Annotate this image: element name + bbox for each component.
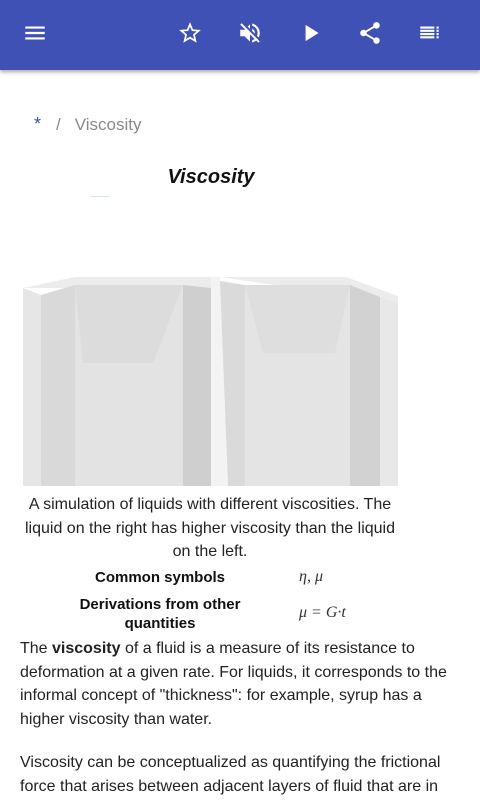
infobox-value: η, μ [299,568,323,585]
breadcrumb-separator: / [56,115,61,134]
breadcrumb-current: Viscosity [74,115,142,134]
page-title: Viscosity [167,166,255,188]
play-button[interactable] [287,11,335,59]
hamburger-menu-icon [22,20,48,51]
breadcrumb-root-link[interactable]: * [34,114,42,134]
figure-caption: A simulation of liquids with different viscosities. The liquid on the right has higher viscosity than the liquid on the left. [25,496,395,560]
app-bar [0,0,480,70]
table-of-contents-icon [417,20,443,51]
mute-button[interactable] [226,11,274,59]
menu-button[interactable] [11,11,59,59]
share-icon [357,20,383,51]
volume-off-icon [237,20,263,51]
article-paragraph-2: Viscosity can be conceptualized as quantifying the frictional force that arises between adjacent layers of fluid that are in [20,754,441,795]
favorite-button[interactable] [166,11,214,59]
infobox-label: Common symbols [94,569,226,586]
term-viscosity: viscosity [52,640,121,657]
paragraph-text: The [20,640,53,657]
paragraph-text: of a fluid is a measure of its resistance to deformation at a given rate. For liquids, it corresponds to the informal concept of "thickness": for example, syrup has a higher viscosity than water. [20,640,447,728]
play-icon [298,20,324,51]
contents-button[interactable] [406,11,454,59]
infobox-value: μ = G·t [299,604,346,621]
article-paragraph-1 [20,637,464,731]
star-outline-icon [177,20,203,51]
share-button[interactable] [346,11,394,59]
infobox-label: Derivations from other quantities [79,596,241,632]
viscosity-simulation-image[interactable] [23,193,398,486]
breadcrumb [34,114,142,135]
